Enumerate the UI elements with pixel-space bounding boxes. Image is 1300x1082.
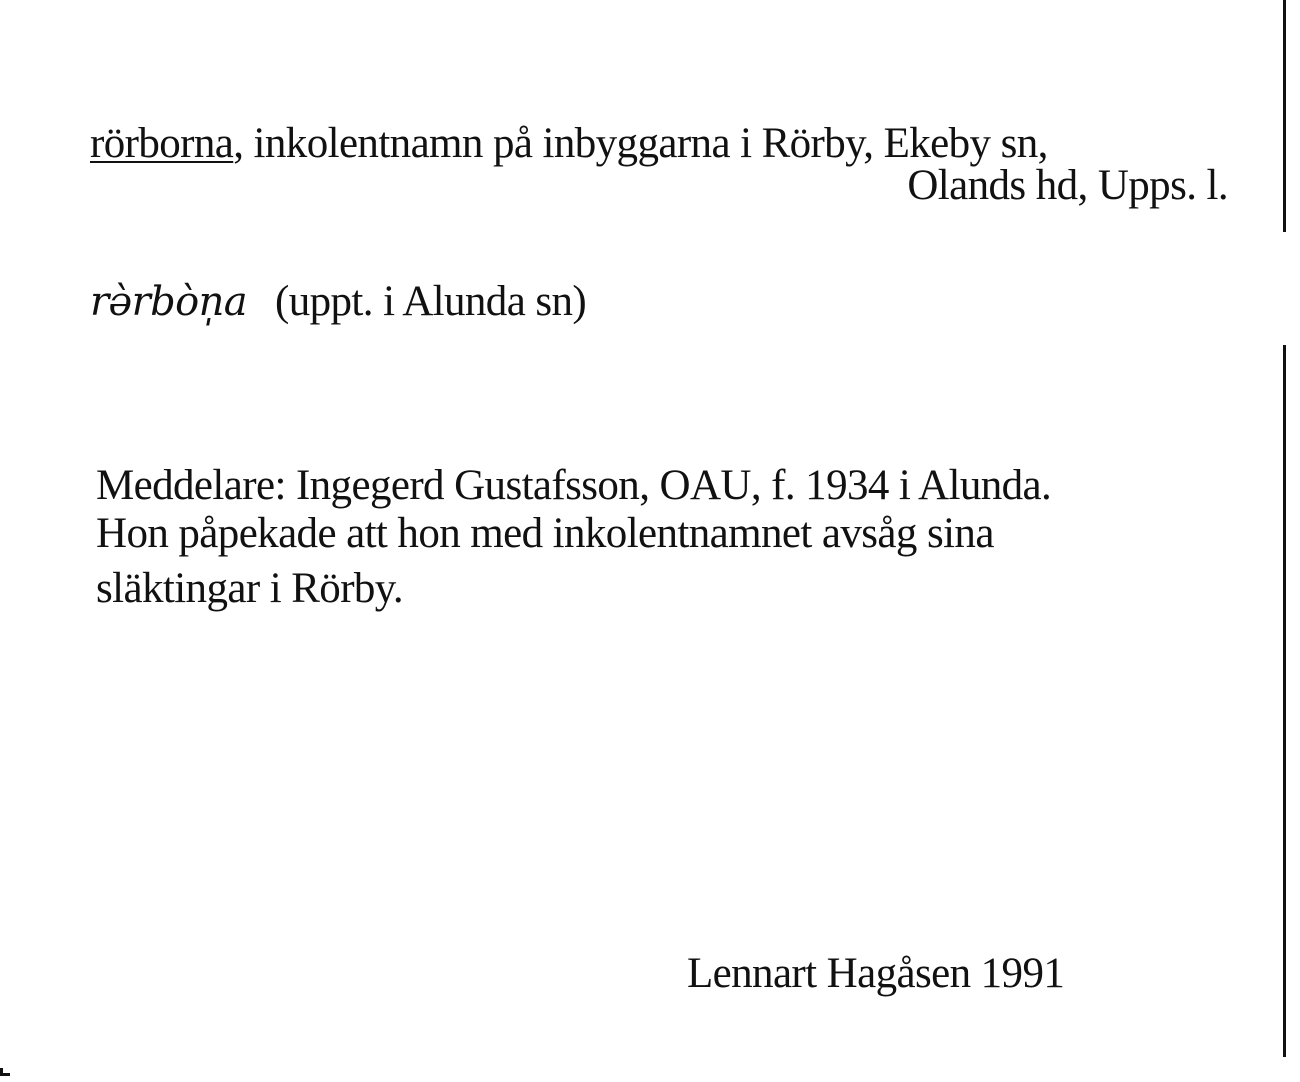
phonetic-transcription: rə̀rbòn̩a <box>90 279 248 325</box>
definition-text: , inkolentnamn på inbyggarna i Rörby, Ekeby sn, <box>233 120 1048 167</box>
informant-line: Meddelare: Ingegerd Gustafsson, OAU, f. 1934 i Alunda. <box>96 462 1052 509</box>
headword-line <box>90 120 1048 168</box>
headword: rörborna <box>90 120 234 167</box>
pronunciation-line <box>90 278 586 326</box>
corner-mark <box>0 1068 10 1076</box>
card-edge-line <box>1283 0 1286 232</box>
recording-note: (uppt. i Alunda sn) <box>275 278 587 325</box>
informant-remark-line: släktingar i Rörby. <box>96 565 404 612</box>
card-edge-line <box>1283 345 1286 1057</box>
informant-remark-line: Hon påpekade att hon med inkolentnamnet avsåg sina <box>96 510 994 557</box>
place-line: Olands hd, Upps. l. <box>907 162 1228 209</box>
signature: Lennart Hagåsen 1991 <box>687 950 1065 997</box>
